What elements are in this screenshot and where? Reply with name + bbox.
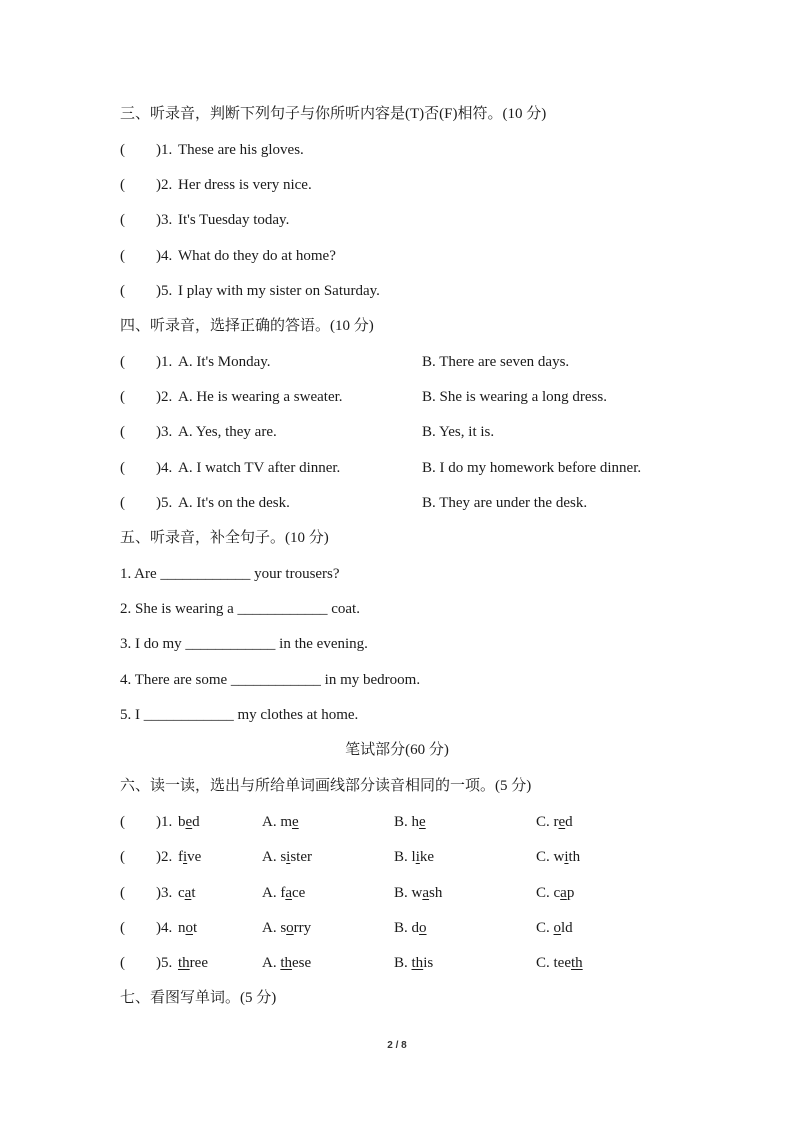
option-b: B. wash xyxy=(394,885,443,901)
option-a: A. sorry xyxy=(262,920,312,936)
option-a: A. He is wearing a sweater. xyxy=(178,389,343,405)
option-b: B. I do my homework before dinner. xyxy=(422,460,642,476)
list-item xyxy=(120,883,720,903)
written-part-title: 笔试部分(60 分) xyxy=(345,742,449,758)
item-number: )1. xyxy=(156,354,173,370)
option-b: B. There are seven days. xyxy=(422,354,570,370)
option-b: B. he xyxy=(394,814,426,830)
option-a: A. these xyxy=(262,955,312,971)
item-number: )5. xyxy=(156,955,173,971)
answer-bracket[interactable]: ( xyxy=(120,177,125,193)
word-part: d xyxy=(192,814,200,830)
answer-bracket[interactable]: ( xyxy=(120,212,125,228)
option-a: A. face xyxy=(262,885,306,901)
underlined-part: o xyxy=(185,920,193,936)
underlined-part: th xyxy=(178,955,190,971)
list-item xyxy=(120,210,720,230)
option-a: A. sister xyxy=(262,849,313,865)
answer-bracket[interactable]: ( xyxy=(120,354,125,370)
list-item xyxy=(120,246,720,266)
underlined-part: th xyxy=(571,955,583,971)
item-number: )3. xyxy=(156,212,173,228)
list-item xyxy=(120,175,720,195)
answer-bracket[interactable]: ( xyxy=(120,283,125,299)
item-text: Her dress is very nice. xyxy=(178,177,312,193)
option-a: A. It's Monday. xyxy=(178,354,271,370)
underlined-part: e xyxy=(558,814,566,830)
answer-bracket[interactable]: ( xyxy=(120,814,125,830)
option-b: B. They are under the desk. xyxy=(422,495,588,511)
option-a: A. I watch TV after dinner. xyxy=(178,460,341,476)
item-number: )5. xyxy=(156,495,173,511)
underlined-part: i xyxy=(564,849,569,865)
option-b: B. this xyxy=(394,955,434,971)
list-item xyxy=(120,281,720,301)
option-c: C. red xyxy=(536,814,573,830)
underlined-part: e xyxy=(419,814,426,830)
given-word: three xyxy=(178,955,208,971)
list-item xyxy=(120,140,720,160)
section-7-heading: 七、看图写单词。(5 分) xyxy=(120,990,277,1006)
item-number: )4. xyxy=(156,460,173,476)
list-item xyxy=(120,422,720,442)
section-5-heading: 五、听录音，补全句子。(10 分) xyxy=(120,530,329,546)
fill-blank-sentence[interactable]: 2. She is wearing a ____________ coat. xyxy=(120,601,360,617)
fill-blank-sentence[interactable]: 3. I do my ____________ in the evening. xyxy=(120,636,368,652)
answer-bracket[interactable]: ( xyxy=(120,849,125,865)
option-c: C. old xyxy=(536,920,573,936)
list-item xyxy=(120,847,720,867)
page-number: 2 / 8 xyxy=(387,1040,407,1051)
given-word xyxy=(178,812,200,832)
fill-blank-sentence[interactable]: 5. I ____________ my clothes at home. xyxy=(120,707,359,723)
answer-bracket[interactable]: ( xyxy=(120,495,125,511)
underlined-part: a xyxy=(560,885,567,901)
item-number: )5. xyxy=(156,283,173,299)
item-number: )2. xyxy=(156,389,173,405)
underlined-part: e xyxy=(185,814,193,830)
section-6-heading: 六、读一读，选出与所给单词画线部分读音相同的一项。(5 分) xyxy=(120,778,532,794)
section-4-heading: 四、听录音，选择正确的答语。(10 分) xyxy=(120,318,374,334)
answer-bracket[interactable]: ( xyxy=(120,389,125,405)
item-number: )4. xyxy=(156,920,173,936)
item-text: It's Tuesday today. xyxy=(178,212,290,228)
fill-blank-sentence[interactable]: 1. Are ____________ your trousers? xyxy=(120,566,340,582)
item-number: )4. xyxy=(156,248,173,264)
answer-bracket[interactable]: ( xyxy=(120,142,125,158)
list-item xyxy=(120,918,720,938)
underlined-part: i xyxy=(286,849,291,865)
option-b: B. Yes, it is. xyxy=(422,424,495,440)
list-item xyxy=(120,352,720,372)
item-text: These are his gloves. xyxy=(178,142,304,158)
section-3-heading: 三、听录音，判断下列句子与你所听内容是(T)否(F)相符。(10 分) xyxy=(120,106,547,122)
fill-blank-sentence[interactable]: 4. There are some ____________ in my bedroom. xyxy=(120,672,421,688)
option-c: C. cap xyxy=(536,885,575,901)
list-item xyxy=(120,458,720,478)
answer-bracket[interactable]: ( xyxy=(120,460,125,476)
answer-bracket[interactable]: ( xyxy=(120,955,125,971)
option-a: A. Yes, they are. xyxy=(178,424,277,440)
option-c: C. teeth xyxy=(536,955,583,971)
given-word: not xyxy=(178,920,198,936)
item-number: )3. xyxy=(156,885,173,901)
underlined-part: a xyxy=(184,885,192,901)
option-b: B. do xyxy=(394,920,427,936)
list-item xyxy=(120,493,720,513)
item-number: )1. xyxy=(156,814,173,830)
list-item xyxy=(120,953,720,973)
option-b: B. She is wearing a long dress. xyxy=(422,389,607,405)
underlined-part: a xyxy=(285,885,292,901)
item-number: )2. xyxy=(156,849,173,865)
list-item xyxy=(120,387,720,407)
given-word: five xyxy=(178,849,202,865)
underlined-part: o xyxy=(419,920,427,936)
item-number: )3. xyxy=(156,424,173,440)
option-a: A. It's on the desk. xyxy=(178,495,290,511)
option-c: C. with xyxy=(536,849,581,865)
underlined-part: i xyxy=(415,849,420,865)
underlined-part: o xyxy=(286,920,294,936)
option-b: B. like xyxy=(394,849,435,865)
answer-bracket[interactable]: ( xyxy=(120,424,125,440)
item-number: )2. xyxy=(156,177,173,193)
underlined-part: th xyxy=(280,955,293,971)
item-number: )1. xyxy=(156,142,173,158)
answer-bracket[interactable]: ( xyxy=(120,885,125,901)
word-part: b xyxy=(178,814,186,830)
underlined-part: a xyxy=(422,885,430,901)
answer-bracket[interactable]: ( xyxy=(120,920,125,936)
underlined-part: th xyxy=(411,955,424,971)
answer-bracket[interactable]: ( xyxy=(120,248,125,264)
item-text: I play with my sister on Saturday. xyxy=(178,283,380,299)
item-text: What do they do at home? xyxy=(178,248,336,264)
list-item xyxy=(120,812,720,832)
option-a: A. me xyxy=(262,814,299,830)
underlined-part: o xyxy=(553,920,562,936)
underlined-part: i xyxy=(183,849,188,865)
given-word: cat xyxy=(178,885,196,901)
underlined-part: e xyxy=(292,814,299,830)
